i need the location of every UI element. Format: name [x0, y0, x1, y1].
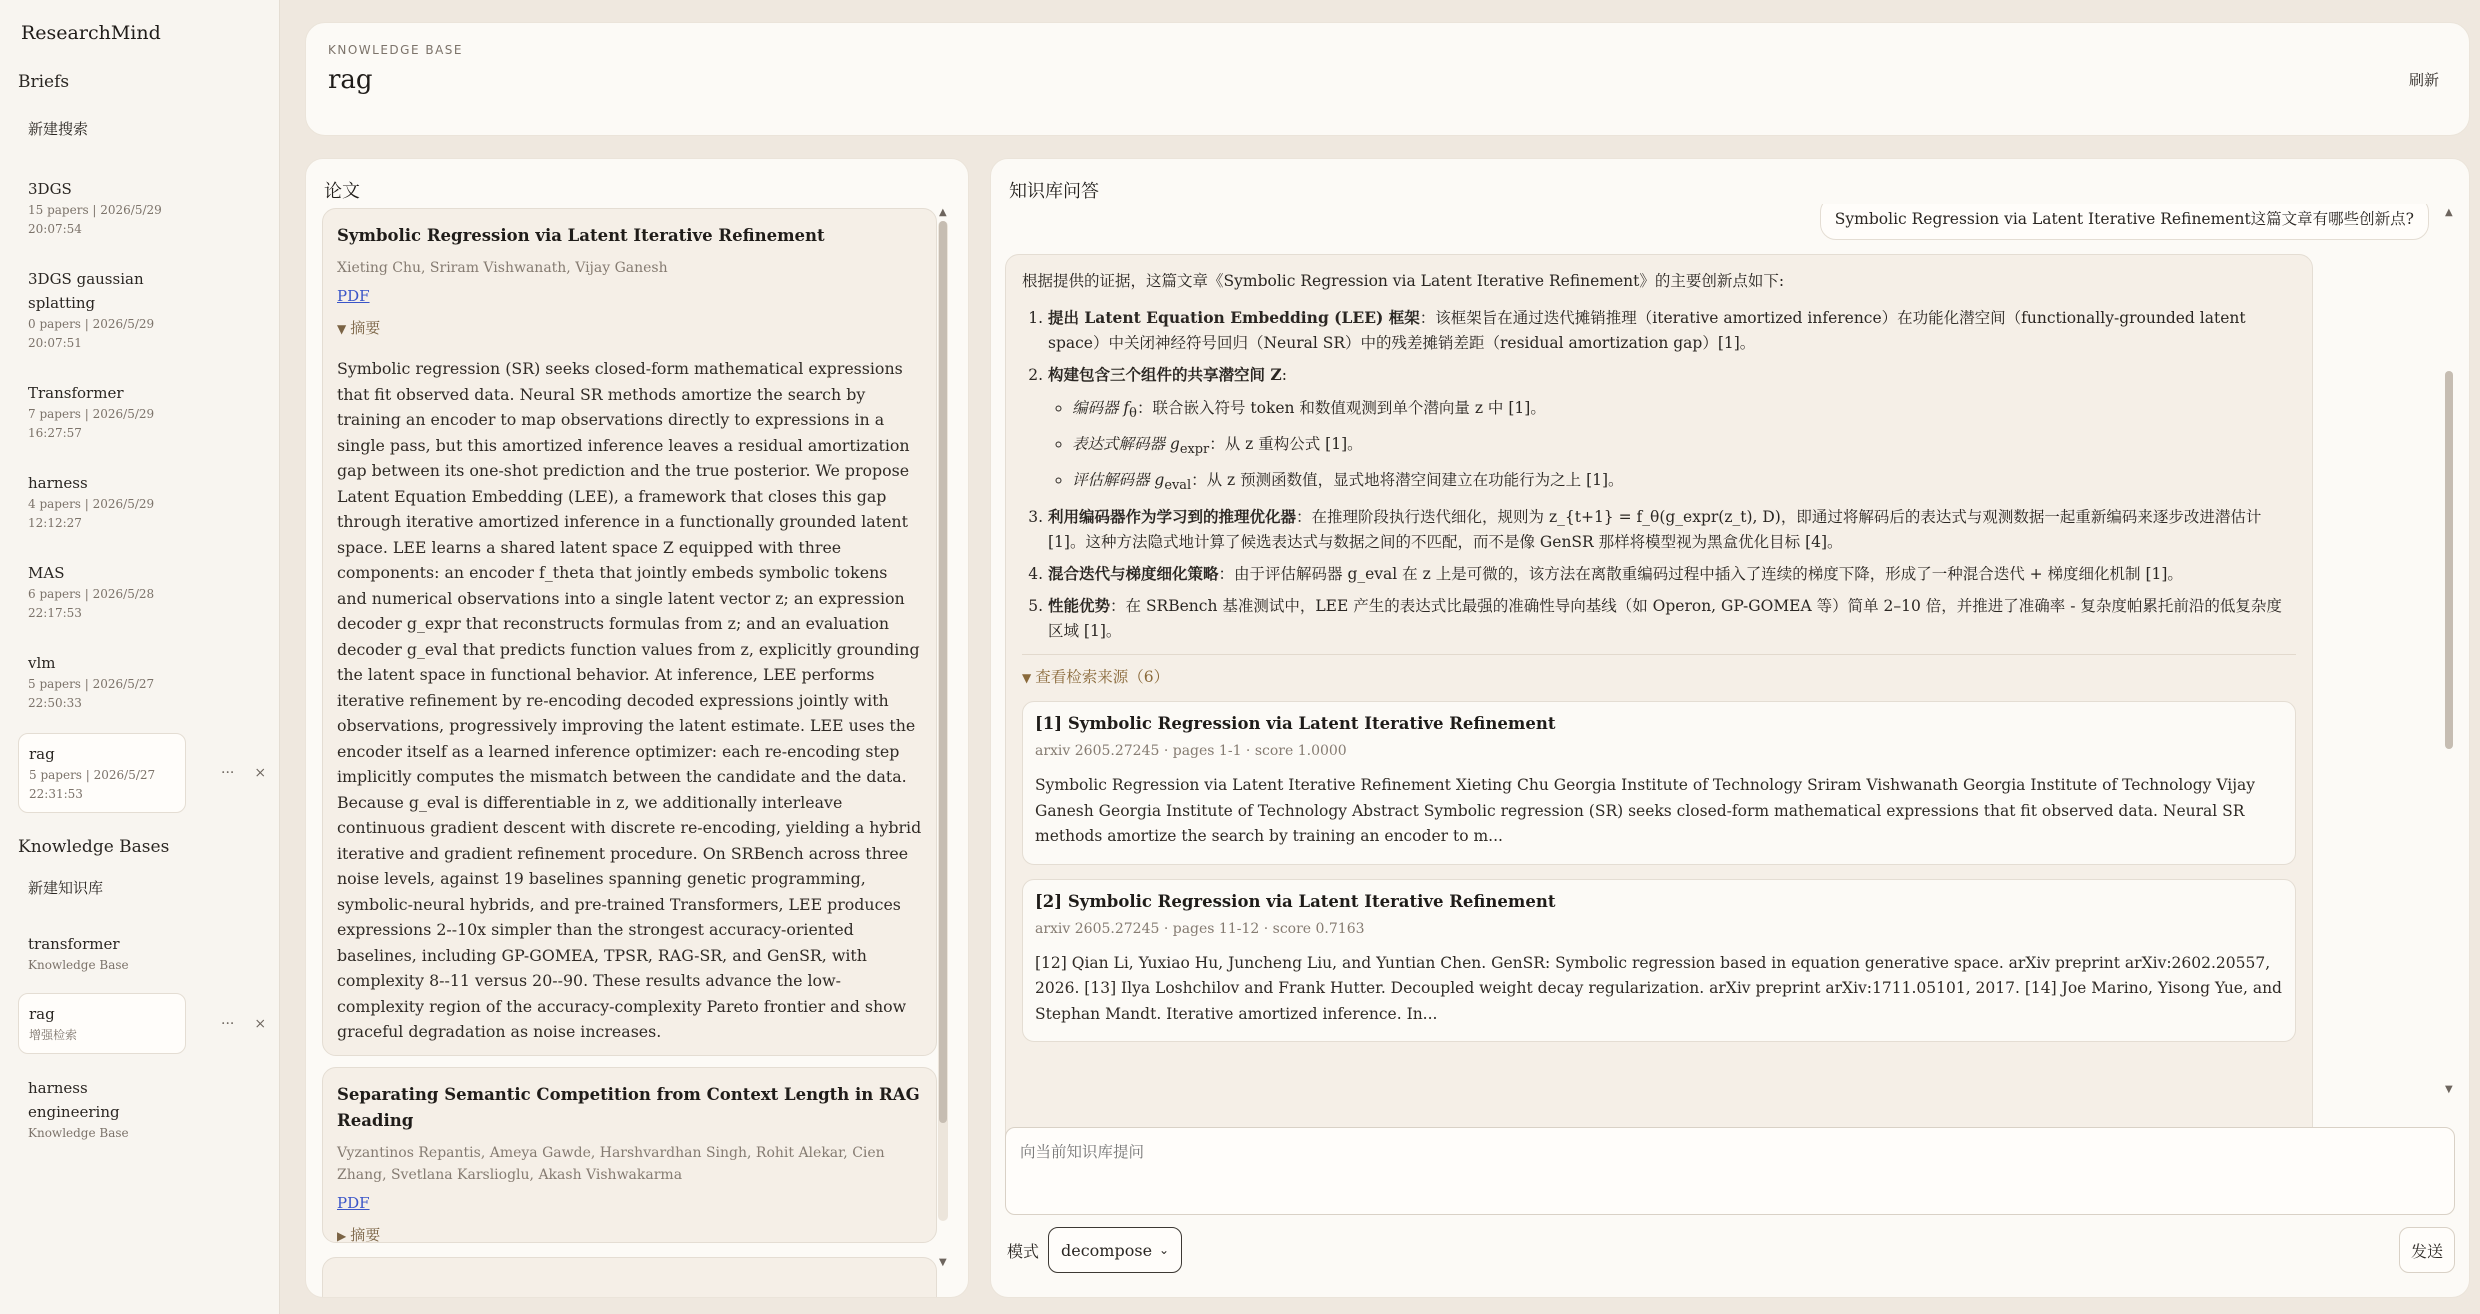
kb-name: rag — [29, 1005, 55, 1023]
source-text: [12] Qian Li, Yuxiao Hu, Juncheng Liu, and Yuntian Chen. GenSR: Symbolic regression based in equation generative space. arXiv preprint arXiv:2602.20557, 2026. [13] Ilya Loshchilov and Frank Hutter. Decoupled weight decay regularization. arXiv preprint arXiv:1711.05101, 2017. [14] Joe Marino, Yisong Yue, and Stephan Mandt. Iterative amortized inference. In... — [1035, 953, 2282, 1023]
brief-item-3dgs[interactable] — [18, 169, 261, 247]
paper-abstract: Symbolic regression (SR) seeks closed-form mathematical expressions that fit observed data. Neural SR methods amortize the search by training an encoder to map observations directly to expressions in a single pass, but this amortized inference leaves a residual amortization gap between its one-shot prediction and the true posterior. We propose Latent Equation Embedding (LEE), a framework that closes this gap through iterative amortized inference in a functionally grounded latent space. LEE learns a shared latent space Z equipped with three components: an encoder f_theta that jointly embeds symbolic tokens and numerical observations into a single latent vector z; an expression decoder g_expr that reconstructs formulas from z; and an evaluation decoder g_eval that predicts function values from z, explicitly grounding the latent space in functional behavior. At inference, LEE performs iterative refinement by re-encoding decoded expressions jointly with observations, progressively improving the latent estimate. LEE uses the encoder itself as a learned inference optimizer: each re-encoding step implicitly computes the mismatch between the candidate and the data. Because g_eval is differentiable in z, we additionally interleave continuous gradient descent with discrete re-encoding, yielding a hybrid iterative and gradient refinement procedure. On SRBench across three noise levels, against 19 baselines spanning genetic programming, symbolic-neural hybrids, and pre-trained Transformers, LEE produces expressions 2--10x simpler than the strongest accuracy-oriented baselines, including GP-GOMEA, TPSR, RAG-SR, and GenSR, with complexity 8--11 versus 20--90. These results advance the low-complexity region of the accuracy-complexity Pareto frontier and show graceful degradation as noise increases. — [337, 359, 922, 1041]
new-search-button[interactable]: 新建搜索 — [28, 120, 89, 138]
answer-subpoint: ◦ 评估解码器 $g_{eval}$：从 z 预测函数值，显式地将潜空间建立在功能行为之上 [1]。 — [1072, 468, 2296, 498]
brief-meta: 5 papers | 2026/5/27 — [29, 768, 156, 782]
answer-point-body: ：由于评估解码器 g_eval 在 z 上是可微的，该方法在离散重编码过程中插入了连续的梯度下降，形成了一种混合迭代 + 梯度细化机制 [1]。 — [1218, 565, 2183, 584]
answer-subpoint: ◦ 编码器 $f_\theta$：联合嵌入符号 token 和数值观测到单个潜向量 z 中 [1]。 — [1072, 396, 2296, 426]
mode-label: 模式 — [1007, 1242, 1040, 1261]
brief-meta: 5 papers | 2026/5/27 — [28, 677, 155, 691]
source-title: [1] Symbolic Regression via Latent Iterative Refinement — [1035, 714, 1556, 734]
abstract-toggle[interactable] — [337, 1224, 922, 1245]
answer-points — [1022, 305, 2296, 644]
brief-meta: 4 papers | 2026/5/29 — [28, 497, 155, 511]
header-kicker: KNOWLEDGE BASE — [328, 43, 463, 57]
close-icon[interactable]: × — [254, 1015, 267, 1032]
new-kb-button[interactable]: 新建知识库 — [28, 879, 104, 897]
kb-item-actions — [221, 1016, 266, 1032]
kb-name: transformer — [28, 935, 120, 953]
brief-item-3dgs-gaussian-splatting[interactable] — [18, 259, 261, 361]
brief-meta-time: 22:50:33 — [28, 696, 82, 710]
kb-section-title: Knowledge Bases — [18, 837, 170, 857]
more-icon[interactable]: ··· — [221, 1015, 235, 1032]
abstract-toggle[interactable] — [337, 317, 922, 338]
kb-header — [305, 22, 2470, 136]
paper-authors: Vyzantinos Repantis, Ameya Gawde, Harshvardhan Singh, Rohit Alekar, Cien Zhang, Svetlana Karslioglu, Akash Vishwakarma — [337, 1145, 885, 1183]
brief-meta-time: 22:17:53 — [28, 606, 82, 620]
papers-scrollbar[interactable] — [938, 221, 948, 1221]
scroll-up-arrow-icon[interactable]: ▲ — [939, 207, 947, 218]
chevron-down-icon: ⌄ — [1158, 1243, 1169, 1257]
brief-name: harness — [28, 474, 88, 492]
answer-point-body: ：在推理阶段执行迭代细化，规则为 z_{t+1} = f_θ(g_expr(z_t), D)，即通过将解码后的表达式与观测数据一起重新编码来逐步改进潜估计 [1]。这种方法隐式地计算了候选表达式与数据之间的不匹配，而不是像 GenSR 那样将模型视为黑盒优化目标 [4]。 — [1048, 508, 2262, 552]
sub-text: ：从 z 重构公式 [1]。 — [1209, 435, 1363, 454]
sub-text: ：从 z 预测函数值，显式地将潜空间建立在功能行为之上 [1]。 — [1191, 471, 1624, 490]
mode-select[interactable] — [1048, 1227, 1182, 1273]
triangle-down-icon: ▼ — [1022, 671, 1032, 686]
divider — [1022, 654, 2296, 655]
brief-name: MAS — [28, 564, 65, 582]
kb-item-harness-engineering[interactable] — [18, 1068, 261, 1151]
abstract-toggle-label: 摘要 — [350, 1226, 381, 1244]
source-meta: arxiv 2605.27245 · pages 1-1 · score 1.0000 — [1035, 743, 1347, 760]
kb-meta: Knowledge Base — [28, 958, 129, 972]
sub-label: 编码器 f — [1072, 399, 1130, 417]
brief-item-mas[interactable] — [18, 553, 261, 631]
paper-list[interactable] — [322, 204, 962, 1298]
mode-select-value: decompose — [1061, 1240, 1153, 1260]
brief-name: 3DGS gaussian — [28, 270, 144, 288]
paper-card-partial — [322, 1257, 937, 1298]
paper-title: Separating Semantic Competition from Context Length in RAG Reading — [337, 1085, 920, 1130]
brief-meta-time: 16:27:57 — [28, 426, 82, 440]
sub-label: 评估解码器 g — [1072, 471, 1165, 490]
answer-point-head: 构建包含三个组件的共享潜空间 Z — [1048, 365, 1282, 384]
pdf-link[interactable]: PDF — [337, 1194, 370, 1212]
source-card[interactable] — [1022, 701, 2296, 865]
answer-point — [1048, 504, 2296, 555]
brief-meta-time: 12:12:27 — [28, 516, 82, 530]
sub-text: ：联合嵌入符号 token 和数值观测到单个潜向量 z 中 [1]。 — [1136, 399, 1546, 417]
answer-card — [1005, 254, 2313, 1139]
qa-panel — [990, 158, 2470, 1298]
answer-point — [1048, 593, 2296, 644]
chat-scrollbar[interactable] — [2444, 221, 2454, 1111]
paper-authors: Xieting Chu, Sriram Vishwanath, Vijay Ganesh — [337, 260, 668, 276]
brief-item-transformer[interactable] — [18, 373, 261, 451]
sources-toggle[interactable] — [1022, 665, 2296, 687]
brief-item-harness[interactable] — [18, 463, 261, 541]
question-input[interactable] — [1005, 1127, 2455, 1215]
brief-name: 3DGS — [28, 180, 72, 198]
kb-item-rag[interactable] — [18, 993, 267, 1054]
answer-point — [1048, 362, 2296, 498]
brief-name: vlm — [28, 654, 56, 672]
source-title: [2] Symbolic Regression via Latent Iterative Refinement — [1035, 891, 1556, 911]
triangle-right-icon: ▶ — [337, 1229, 347, 1243]
source-meta: arxiv 2605.27245 · pages 11-12 · score 0.7163 — [1035, 920, 1365, 937]
kb-name-line2: engineering — [28, 1103, 120, 1121]
brief-meta: 0 papers | 2026/5/29 — [28, 317, 155, 331]
brand-logo: ResearchMind — [21, 22, 161, 44]
sources-toggle-label: 查看检索来源（6） — [1035, 668, 1170, 687]
brief-meta-time: 20:07:51 — [28, 336, 82, 350]
triangle-down-icon: ▼ — [337, 322, 347, 336]
paper-card — [322, 208, 937, 1056]
scroll-down-arrow-icon[interactable]: ▼ — [939, 1257, 947, 1268]
brief-meta: 6 papers | 2026/5/28 — [28, 587, 155, 601]
refresh-button[interactable]: 刷新 — [2408, 71, 2439, 89]
papers-scrollbar-thumb[interactable] — [939, 221, 947, 1123]
scroll-up-arrow-icon[interactable]: ▲ — [2445, 207, 2453, 218]
answer-point-head: 提出 Latent Equation Embedding (LEE) 框架 — [1048, 308, 1420, 327]
answer-point-head: 利用编码器作为学习到的推理优化器 — [1048, 507, 1297, 527]
chat-scrollbar-thumb[interactable] — [2445, 371, 2453, 749]
kb-meta: 增强检索 — [29, 1028, 78, 1042]
paper-card — [322, 1067, 937, 1243]
scroll-down-arrow-icon[interactable]: ▼ — [2445, 1084, 2453, 1095]
brief-item-vlm[interactable] — [18, 643, 261, 721]
papers-panel — [305, 158, 969, 1298]
send-button[interactable]: 发送 — [2399, 1227, 2455, 1273]
qa-panel-title: 知识库问答 — [1009, 181, 1099, 202]
answer-point-body: : — [1281, 366, 1287, 384]
brief-name: Transformer — [28, 384, 124, 402]
more-icon[interactable]: ··· — [221, 765, 235, 781]
paper-title: Symbolic Regression via Latent Iterative Refinement — [337, 226, 825, 245]
answer-point — [1048, 305, 2296, 356]
abstract-toggle-label: 摘要 — [350, 319, 381, 337]
kb-meta: Knowledge Base — [28, 1126, 129, 1140]
brief-name-line2: splatting — [28, 294, 96, 312]
page-title: rag — [328, 65, 373, 95]
briefs-section-title: Briefs — [18, 72, 70, 92]
chat-scroll-area[interactable] — [1005, 204, 2445, 1139]
sub-label: 表达式解码器 g — [1072, 435, 1180, 454]
kb-name: harness — [28, 1079, 88, 1097]
brief-meta: 15 papers | 2026/5/29 — [28, 203, 162, 217]
answer-point — [1048, 561, 2296, 587]
answer-subpoint: ◦ 表达式解码器 $g_{expr}$：从 z 重构公式 [1]。 — [1072, 432, 2296, 462]
answer-subpoints — [1048, 396, 2296, 498]
answer-point-head: 混合迭代与梯度细化策略 — [1048, 564, 1219, 584]
source-text: Symbolic Regression via Latent Iterative Refinement Xieting Chu Georgia Institute of Technology Sriram Vishwanath Georgia Institute of Technology Vijay Ganesh Georgia Institute of Technology Abstract Symbolic regression (SR) seeks closed-form mathematical expressions that fit observed data. Neural SR methods amortize the search by training an encoder to m... — [1035, 776, 2255, 846]
brief-item-actions — [221, 765, 266, 781]
brief-meta-time: 20:07:54 — [28, 222, 82, 236]
brief-name: rag — [29, 745, 55, 763]
kb-item-transformer[interactable] — [18, 924, 261, 983]
answer-point-body: ：该框架旨在通过迭代摊销推理（iterative amortized inference）在功能化潜空间（functionally-grounded latent space）中关闭神经符号回归（Neural SR）中的残差摊销差距（residual amortization gap）[1]。 — [1048, 309, 2246, 352]
source-card[interactable] — [1022, 879, 2296, 1043]
answer-point-head: 性能优势 — [1048, 596, 1111, 616]
brief-meta-time: 22:31:53 — [29, 787, 83, 801]
close-icon[interactable]: × — [254, 765, 267, 781]
answer-intro: 根据提供的证据，这篇文章《Symbolic Regression via Latent Iterative Refinement》的主要创新点如下: — [1022, 272, 1785, 290]
pdf-link[interactable]: PDF — [337, 287, 370, 305]
brief-meta: 7 papers | 2026/5/29 — [28, 407, 155, 421]
answer-point-body: ：在 SRBench 基准测试中，LEE 产生的表达式比最强的准确性导向基线（如 Operon, GP-GOMEA 等）简单 2–10 倍，并推进了准确率 - 复杂度帕累托前沿的低复杂度区域 [1]。 — [1048, 597, 2282, 641]
sidebar — [0, 0, 280, 1314]
papers-panel-title: 论文 — [324, 181, 360, 202]
brief-item-rag[interactable] — [18, 733, 267, 813]
user-question-bubble: Symbolic Regression via Latent Iterative Refinement这篇文章有哪些创新点? — [1820, 204, 2429, 240]
